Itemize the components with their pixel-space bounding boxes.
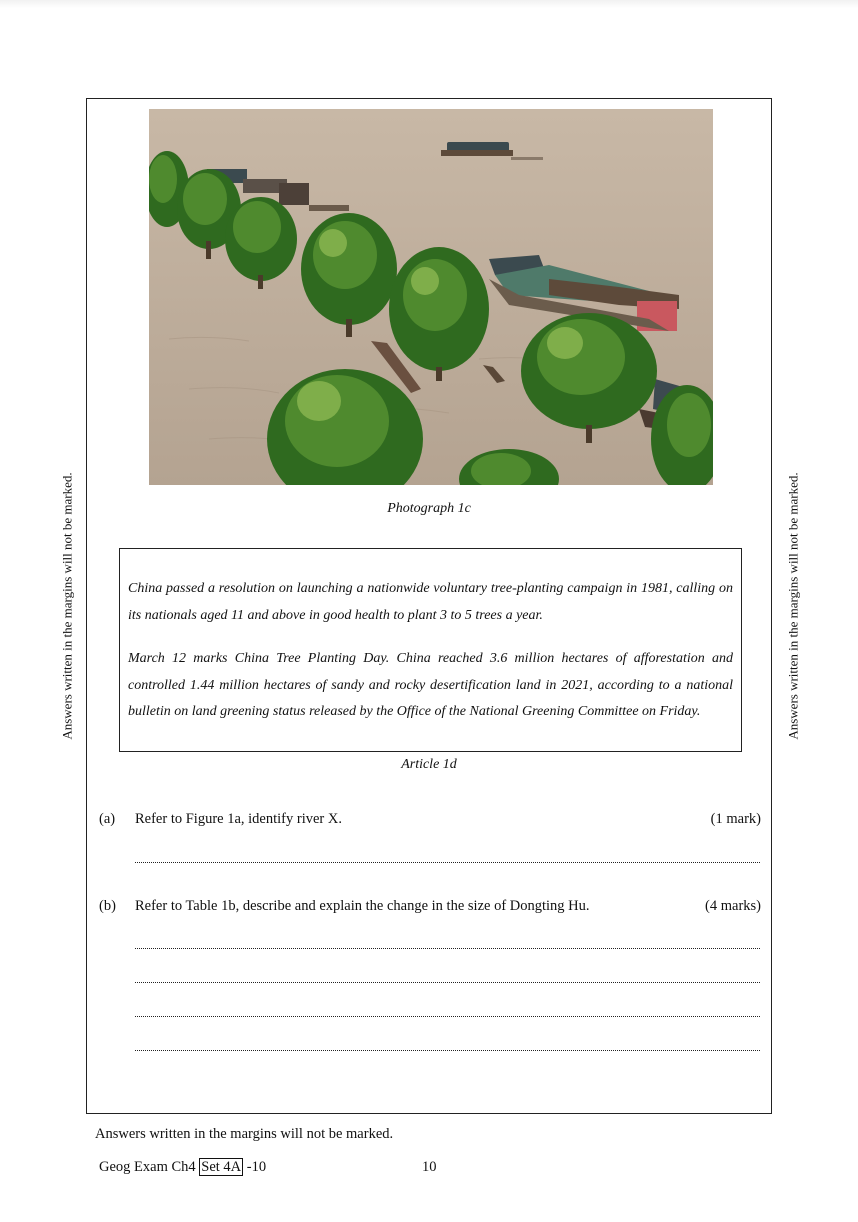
- answer-line-b1[interactable]: [135, 948, 760, 949]
- question-b-letter: (b): [99, 898, 116, 914]
- right-margin-note: Answers written in the margins will not be marked.: [785, 472, 801, 740]
- article-box: [119, 548, 742, 752]
- answer-line-a1[interactable]: [135, 862, 760, 863]
- footer-margin-note: Answers written in the margins will not be marked.: [95, 1126, 394, 1142]
- question-b-marks: (4 marks): [705, 898, 761, 914]
- question-a-text: Refer to Figure 1a, identify river X.: [135, 811, 342, 827]
- question-b-text: Refer to Table 1b, describe and explain the change in the size of Dongting Hu.: [135, 898, 590, 914]
- question-a-letter: (a): [99, 811, 116, 827]
- photograph-caption: Photograph 1c: [387, 501, 471, 516]
- article-paragraph-2: March 12 marks China Tree Planting Day. China reached 3.6 million hectares of afforestation and controlled 1.44 million hectares of sandy and rocky desertification land in 2021, according to a national bulletin on land greening status released by the Office of the National Greening Committee on Friday.: [128, 651, 733, 719]
- flood-photograph: [149, 109, 713, 485]
- exam-set-box: Set 4A: [201, 1159, 242, 1175]
- exam-code-suffix: -10: [246, 1159, 267, 1175]
- exam-code-prefix: Geog Exam Ch4: [99, 1159, 196, 1175]
- page-number: 10: [422, 1159, 437, 1175]
- question-a-marks: (1 mark): [710, 811, 761, 827]
- top-edge-shade: [0, 0, 858, 8]
- answer-line-b2[interactable]: [135, 982, 760, 983]
- left-margin-note: Answers written in the margins will not be marked.: [59, 472, 75, 740]
- answer-line-b3[interactable]: [135, 1016, 760, 1017]
- article-caption: Article 1d: [401, 757, 457, 772]
- exam-code: [99, 1159, 266, 1176]
- answer-line-b4[interactable]: [135, 1050, 760, 1051]
- article-paragraph-1: China passed a resolution on launching a nationwide voluntary tree-planting campaign in 1981, calling on its nationals aged 11 and above in good health to plant 3 to 5 trees a year.: [128, 581, 733, 623]
